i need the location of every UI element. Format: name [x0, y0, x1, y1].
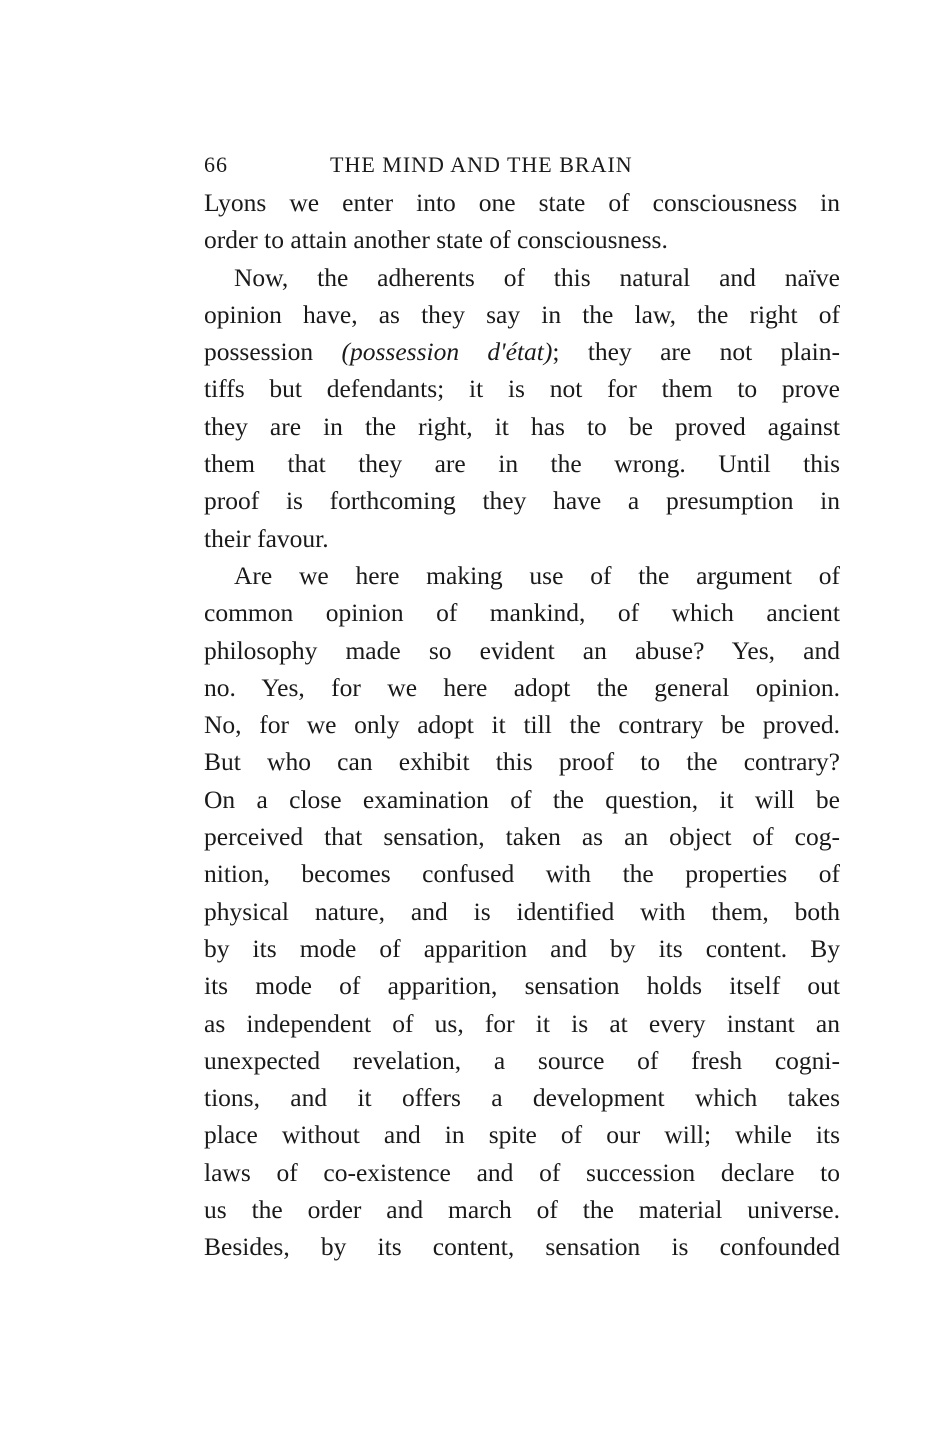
text-line: philosophy made so evident an abuse? Yes, and — [204, 635, 840, 665]
text-line: tiffs but defendants; it is not for them to prove — [204, 374, 840, 404]
text-line: physical nature, and is identified with them, both — [204, 896, 840, 926]
running-head — [204, 148, 840, 184]
paragraph-3 — [204, 557, 840, 1266]
text-line: perceived that sensation, taken as an object of cog- — [204, 822, 840, 852]
italic-phrase: (possession d'état) — [341, 337, 553, 367]
text-line: laws of co-existence and of succession declare to — [204, 1157, 840, 1187]
text-line: But who can exhibit this proof to the contrary? — [204, 747, 840, 777]
text-line: common opinion of mankind, of which ancient — [204, 598, 840, 628]
text-line: Now, the adherents of this natural and naïve — [234, 262, 840, 292]
text-line: Lyons we enter into one state of consciousness in — [204, 188, 840, 217]
text-fragment: ; they are not plain- — [552, 337, 841, 367]
text-line: they are in the right, it has to be proved against — [204, 411, 840, 441]
book-page — [204, 148, 840, 1266]
text-line — [204, 333, 840, 370]
text-line: them that they are in the wrong. Until this — [204, 449, 840, 479]
text-line: as independent of us, for it is at every instant an — [204, 1008, 840, 1038]
page-number: 66 — [204, 152, 228, 177]
text-line: nition, becomes confused with the properties of — [204, 859, 840, 889]
text-line: unexpected revelation, a source of fresh cogni- — [204, 1045, 840, 1075]
text-line: proof is forthcoming they have a presumption in — [204, 486, 840, 516]
paragraph-1 — [204, 184, 840, 259]
text-line: place without and in spite of our will; while its — [204, 1120, 840, 1150]
text-line: Besides, by its content, sensation is confounded — [204, 1232, 840, 1262]
text-line: On a close examination of the question, it will be — [204, 784, 840, 814]
text-line: by its mode of apparition and by its content. By — [204, 933, 840, 963]
text-line: opinion have, as they say in the law, the right of — [204, 299, 840, 329]
text-line: order to attain another state of consciousness. — [204, 225, 668, 255]
text-line: tions, and it offers a development which takes — [204, 1083, 840, 1113]
running-title: THE MIND AND THE BRAIN — [330, 152, 633, 177]
text-line: us the order and march of the material universe. — [204, 1195, 840, 1225]
text-line: No, for we only adopt it till the contrary be proved. — [204, 710, 840, 740]
text-line: its mode of apparition, sensation holds itself out — [204, 971, 840, 1001]
text-fragment: possession — [204, 337, 314, 367]
text-line: Are we here making use of the argument of — [234, 560, 840, 590]
paragraph-2 — [204, 259, 840, 557]
body-text — [204, 184, 840, 1266]
text-line: their favour. — [204, 523, 329, 553]
text-line: no. Yes, for we here adopt the general opinion. — [204, 672, 840, 702]
